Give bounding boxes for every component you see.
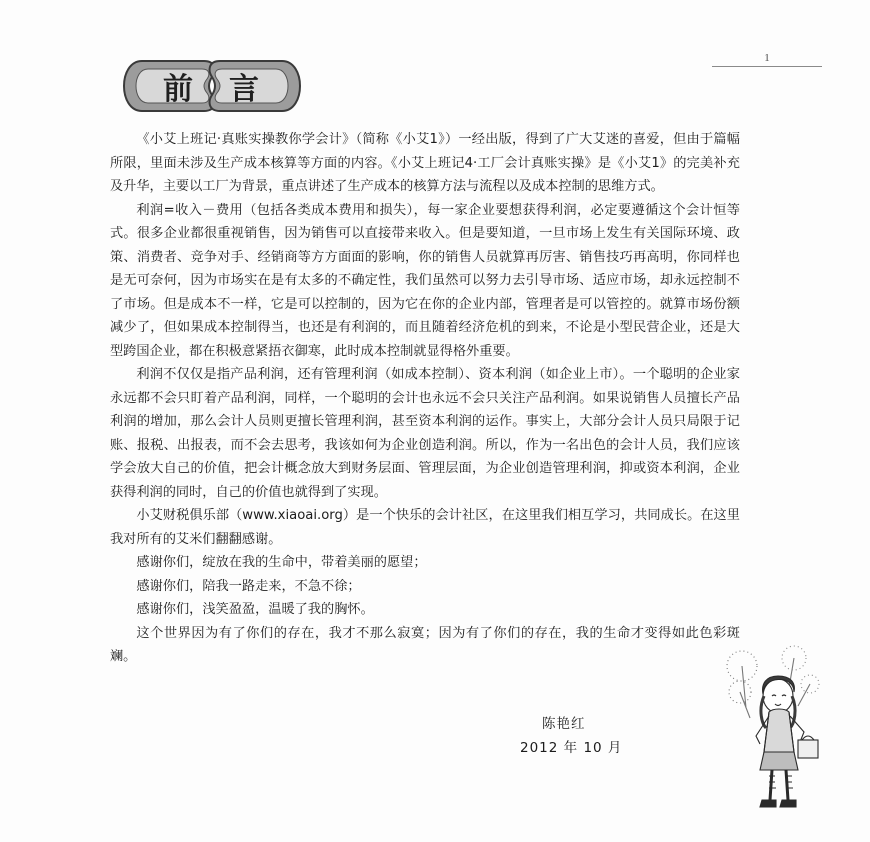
paragraph-7: 感谢你们，浅笑盈盈，温暖了我的胸怀。	[136, 602, 374, 617]
paragraph-2: 利润=收入－费用（包括各类成本费用和损失），每一家企业要想获得利润，必定要遵循这个会计恒等式。很多企业都很重视销售，因为销售可以直接带来收入。但是要知道，一旦市场上发生有关国际环境、政策、消费者、竞争对手、经销商等方方面面的影响，你的销售人员就算再厉害、销售技巧再高明，你同样也是无可奈何，因为市场实在是有太多的不确定性，我们虽然可以努力去引导市场、适应市场，却永远控制不了市场。但是成本不一样，它是可以控制的，因为它在你的企业内部，管理者是可以管控的。就算市场份额减少了，但如果成本控制得当，也还是有利润的，而且随着经济危机的到来，不论是小型民营企业，还是大型跨国企业，都在积极意紧捂衣御寒，此时成本控制就显得格外重要。	[110, 202, 740, 359]
page-number: 1	[764, 52, 770, 64]
preface-title-text	[112, 55, 312, 117]
preface-title-ornament	[112, 55, 312, 117]
girl-with-umbrella-illustration	[706, 632, 846, 822]
paragraph-4: 小艾财税俱乐部（www.xiaoai.org）是一个快乐的会计社区，在这里我们相互学习，共同成长。在这里我对所有的艾米们翻翻感谢。	[110, 508, 740, 547]
paragraph-3: 利润不仅仅是指产品利润，还有管理利润（如成本控制）、资本利润（如企业上市）。一个聪明的企业家永远都不会只盯着产品利润，同样，一个聪明的会计也永远不会只关注产品利润。如果说销售人员擅长产品利润的增加，那么会计人员则更擅长管理利润，甚至资本利润的运作。事实上，大部分会计人员只局限于记账、报税、出报表，而不会去思考，我该如何为企业创造利润。所以，作为一名出色的会计人员，我们应该学会放大自己的价值，把会计概念放大到财务层面、管理层面，为企业创造管理利润，抑或资本利润，企业获得利润的同时，自己的价值也就得到了实现。	[110, 367, 740, 500]
author-name: 陈艳红	[542, 716, 586, 732]
illustration-drawing	[706, 632, 846, 822]
page-number-block	[712, 52, 822, 67]
paragraph-5: 感谢你们，绽放在我的生命中，带着美丽的愿望；	[136, 555, 427, 570]
title-char-2: 言	[229, 72, 261, 107]
signature-block	[520, 712, 680, 760]
page-number-rule	[712, 66, 822, 67]
preface-body	[110, 128, 740, 669]
signature-date: 2012 年 10 月	[520, 740, 623, 756]
paragraph-8: 这个世界因为有了你们的存在，我才不那么寂寞；因为有了你们的存在，我的生命才变得如此色彩斑斓。	[110, 625, 740, 664]
paragraph-1: 《小艾上班记·真账实操教你学会计》（简称《小艾1》）一经出版，得到了广大艾迷的喜爱，但由于篇幅所限，里面未涉及生产成本核算等方面的内容。《小艾上班记4·工厂会计真账实操》是《小艾1》的完美补充及升华，主要以工厂为背景，重点讲述了生产成本的核算方法与流程以及成本控制的思维方式。	[110, 132, 740, 194]
paragraph-6: 感谢你们，陪我一路走来，不急不徐；	[136, 578, 361, 594]
title-char-1: 前	[163, 72, 195, 107]
